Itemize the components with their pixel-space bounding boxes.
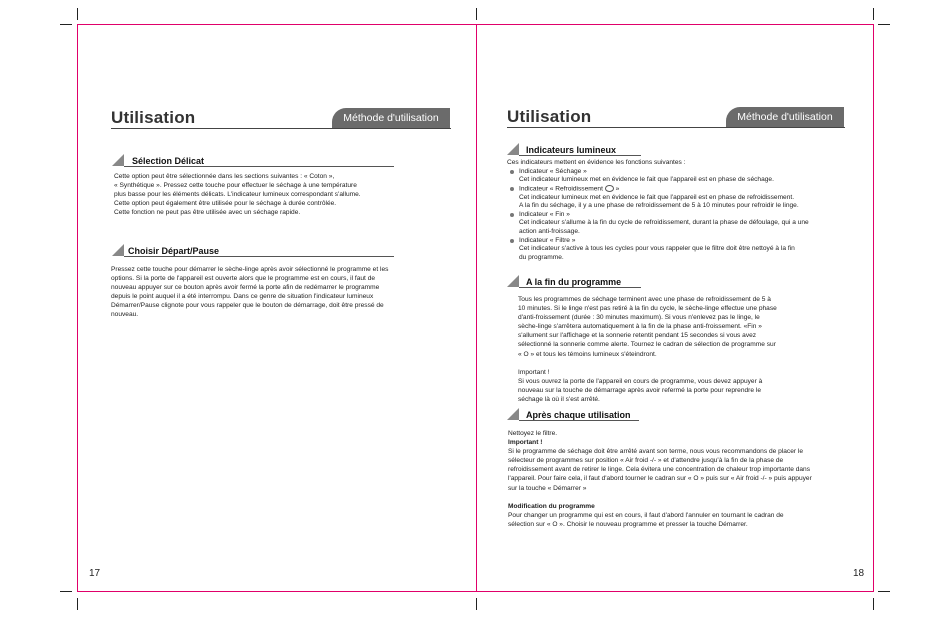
text-line: options. Si la porte de l'appareil est ouverte alors que le programme est en cours, il faut de	[111, 275, 376, 283]
text-line: Cet indicateur s'active à tous les cycles pour vous rappeler que le filtre doit être nettoyé à la fin	[519, 245, 795, 253]
important-label: Important !	[508, 439, 543, 447]
text-line: « O » et tous les témoins lumineux s'éteindront.	[518, 350, 657, 358]
text-line: plus basse pour les éléments délicats. L'indicateur lumineux correspondant s'allume.	[114, 191, 361, 199]
page-number: 18	[853, 568, 865, 579]
trim-line-center	[476, 24, 477, 592]
page-title: Utilisation	[111, 108, 196, 127]
text-line: Cet indicateur lumineux met en évidence le fait que l'appareil est en phase de refroidissement.	[519, 193, 795, 201]
section-title: Sélection Délicat	[132, 156, 205, 166]
section-rule	[519, 420, 639, 421]
important-label: Important !	[518, 368, 550, 376]
text-line: « Synthétique ». Pressez cette touche pour effectuer le séchage à une température	[114, 182, 357, 190]
section-title: Indicateurs lumineux	[526, 145, 617, 155]
section-rule	[124, 166, 394, 167]
text-line: 10 minutes. Si le linge n'est pas retiré à la fin du cycle, le sèche-linge effectue une phase	[518, 305, 777, 313]
text-line: sélectionné la sonnerie comme alerte. Tournez le cadran de sélection de programme sur	[518, 341, 776, 349]
text-line: d'anti-froissement (durée : 30 minutes maximum). Si vous n'enlevez pas le linge, le	[518, 314, 760, 322]
section-body	[508, 429, 855, 529]
text-line: Pour changer un programme qui est en cours, il faut d'abord l'annuler en tournant le cadran de	[508, 511, 784, 519]
section-rule	[519, 155, 641, 156]
text-line: Cet indicateur lumineux met en évidence le fait que l'appareil est en phase de séchage.	[519, 176, 774, 184]
trim-line-right	[873, 24, 874, 592]
section-rule	[519, 287, 641, 288]
crop-mark	[878, 591, 890, 592]
text-line: Cette option peut également être utilisée pour le séchage à durée contrôlée.	[114, 200, 337, 208]
text-line: Tous les programmes de séchage terminent avec une phase de refroidissement de 5 à	[518, 296, 771, 303]
item-label: Indicateur « Refroidissement	[519, 185, 603, 193]
text-line: action anti-froissage.	[519, 228, 580, 235]
crop-mark	[873, 598, 874, 610]
text-line: nouveau appuyer sur ce bouton après avoir fermé la porte afin de redémarrer le programme	[111, 284, 380, 292]
subsection-title: Modification du programme	[508, 502, 595, 510]
section-marker	[112, 244, 124, 256]
text-line: séchage là où il s'est arrêté.	[518, 395, 600, 403]
list-item: Indicateur « Filtre »	[507, 237, 857, 246]
cooling-icon	[605, 185, 614, 192]
list-item: Indicateur « Fin »	[507, 211, 857, 220]
text-line: Nettoyez le filtre.	[508, 430, 558, 437]
text-line: Cette fonction ne peut pas être utilisée avec un séchage rapide.	[114, 209, 301, 217]
section-marker	[507, 408, 519, 420]
section-title: Choisir Départ/Pause	[128, 246, 220, 256]
text-line: l'appareil. Pour faire cela, il faut d'abord tourner le cadran sur « O » puis sur « Air froid -/- » puis appuyer	[508, 475, 812, 483]
trim-line-left	[77, 24, 78, 592]
section-marker	[507, 143, 519, 155]
text-line: depuis le point auquel il a été interrompu. Dans ce genre de situation l'indicateur lumineux	[111, 293, 374, 301]
text-line: Ces indicateurs mettent en évidence les fonctions suivantes :	[507, 159, 686, 166]
text-line: Si vous ouvrez la porte de l'appareil en cours de programme, vous devez appuyer à	[518, 377, 763, 385]
text-line: Cette option peut être sélectionnée dans les sections suivantes : « Coton »,	[114, 173, 335, 180]
crop-mark	[878, 24, 890, 25]
section-body	[507, 159, 857, 262]
item-label-end: »	[615, 185, 620, 193]
header-rule	[507, 127, 845, 128]
trim-line-top	[77, 24, 873, 25]
crop-mark	[873, 8, 874, 20]
text-line: A la fin du séchage, il y a une phase de refroidissement de 5 à 10 minutes pour refroidir le linge.	[519, 202, 799, 210]
text-line: sur la touche « Démarrer »	[508, 484, 587, 492]
header-tab: Méthode d'utilisation	[726, 107, 844, 127]
page-number: 17	[89, 568, 101, 579]
crop-mark	[77, 598, 78, 610]
crop-mark	[476, 598, 477, 610]
section-body	[111, 265, 451, 320]
text-line: Pressez cette touche pour démarrer le sèche-linge après avoir sélectionné le programme et les	[111, 266, 389, 273]
list-item	[507, 185, 857, 194]
crop-mark	[60, 591, 72, 592]
header-rule	[111, 128, 451, 129]
list-item: Indicateur « Séchage »	[507, 168, 857, 177]
text-line: Si le programme de séchage doit être arrêté avant son terme, nous vous recommandons de placer le	[508, 448, 804, 456]
section-body	[518, 295, 842, 404]
section-title: A la fin du programme	[526, 277, 622, 287]
crop-mark	[476, 8, 477, 20]
section-marker	[112, 154, 124, 166]
trim-line-bottom	[77, 591, 873, 592]
text-line: nouveau sur la touche de démarrage après avoir refermé la porte pour reprendre le	[518, 386, 762, 394]
text-line: sèche-linge s'arrêtera automatiquement à la fin de la phase anti-froissement. «Fin »	[518, 323, 762, 331]
text-line: s'allument sur l'affichage et la sonnerie retentit pendant 15 secondes si vous avez	[518, 332, 757, 340]
text-line: sélecteur de programmes sur position « Air froid -/- » et d'attendre jusqu'à la fin de la phase de	[508, 457, 784, 465]
section-body	[114, 172, 392, 217]
text-line: Cet indicateur s'allume à la fin du cycle de refroidissement, durant la phase de défoulage, qui a une	[519, 219, 809, 227]
text-line: sélection sur « O ». Choisir le nouveau programme et presser la touche Démarrer.	[508, 520, 748, 528]
section-rule	[124, 256, 394, 257]
header-tab: Méthode d'utilisation	[332, 108, 450, 128]
text-line: Démarrer/Pause clignote pour vous rappeler que le bouton de démarrage, doit être pressé de	[111, 302, 384, 310]
text-line: du programme.	[519, 253, 564, 261]
section-marker	[507, 275, 519, 287]
crop-mark	[60, 24, 72, 25]
crop-mark	[77, 8, 78, 20]
text-line: nouveau.	[111, 311, 139, 319]
text-line: refroidissement avant de retirer le linge. Cela évitera une concentration de chaleur trop importante dans	[508, 466, 811, 474]
page-title: Utilisation	[507, 107, 592, 126]
section-title: Après chaque utilisation	[526, 410, 631, 420]
